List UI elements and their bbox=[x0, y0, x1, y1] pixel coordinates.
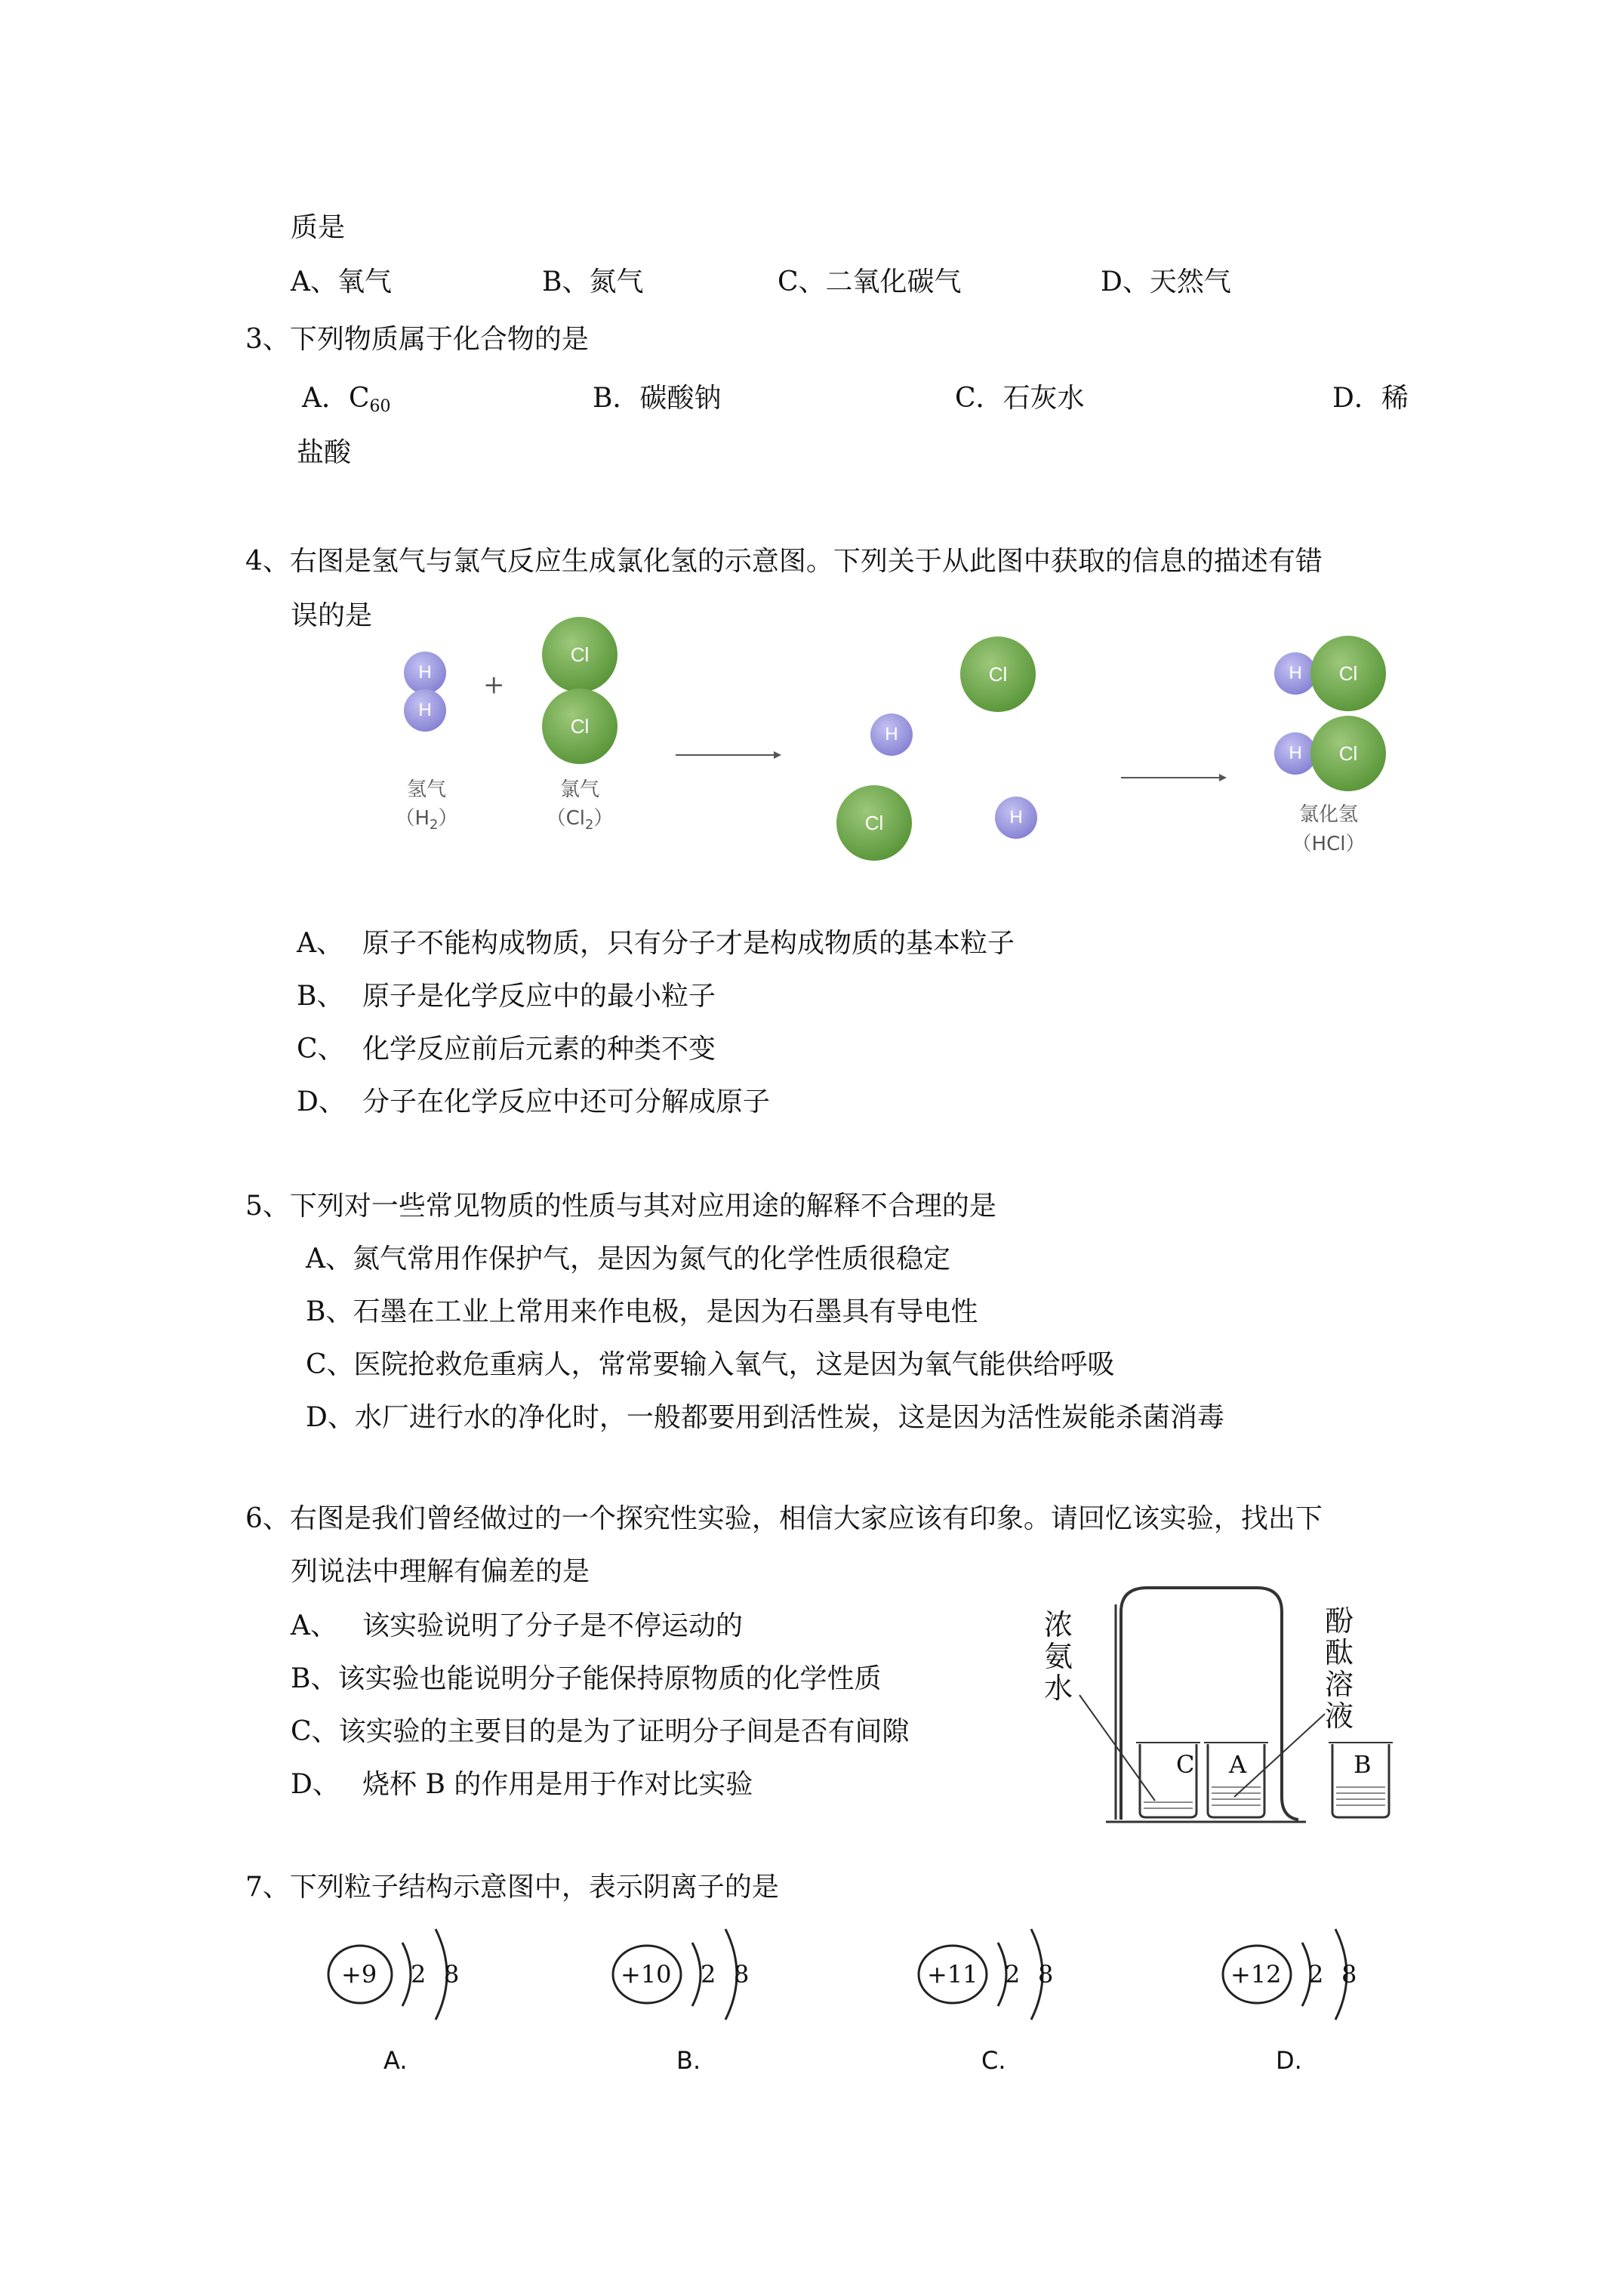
label-cl2-formula-main: （Cl bbox=[546, 807, 585, 830]
q6-stem-line1: 6、右图是我们曾经做过的一个探究性实验，相信大家应该有印象。请回忆该实验，找出下 bbox=[245, 1503, 1323, 1534]
ion-b-nucleus: +10 bbox=[621, 1960, 672, 1989]
arrow-icon bbox=[676, 747, 781, 763]
h-atom: H bbox=[870, 713, 913, 756]
q5-option-d: D、水厂进行水的净化时，一般都要用到活性炭，这是因为活性炭能杀菌消毒 bbox=[306, 1402, 1224, 1433]
q4-option-d-key: D、 bbox=[297, 1086, 346, 1117]
label-phenolphthalein-2: 酞 bbox=[1325, 1636, 1354, 1669]
q2-option-b: B、氮气 bbox=[542, 267, 644, 297]
label-concentrated-ammonia-2: 氨 bbox=[1044, 1640, 1073, 1673]
q2-stem-cont: 质是 bbox=[291, 212, 346, 243]
label-cl2-formula-close: ） bbox=[593, 807, 614, 830]
q4-option-a-key: A、 bbox=[297, 928, 343, 959]
ion-a-shell2: 8 bbox=[444, 1960, 460, 1989]
ion-b-label: B. bbox=[676, 2046, 701, 2075]
label-concentrated-ammonia-3: 水 bbox=[1044, 1672, 1073, 1705]
cl-atom: Cl bbox=[836, 785, 912, 861]
q4-option-c-text: 化学反应前后元素的种类不变 bbox=[362, 1034, 716, 1065]
label-hcl-name: 氯化氢 bbox=[1298, 803, 1358, 826]
h-atom: H bbox=[995, 797, 1037, 839]
arrow-icon bbox=[1121, 770, 1227, 785]
label-cl2-formula bbox=[534, 803, 625, 833]
h-atom: H bbox=[404, 652, 446, 694]
label-hcl-formula: （HCl） bbox=[1292, 833, 1366, 855]
ion-c-shell2: 8 bbox=[1038, 1960, 1054, 1989]
label-h2-formula-main: （H bbox=[395, 807, 430, 830]
q4-stem-line2: 误的是 bbox=[291, 600, 373, 631]
plus-sign: + bbox=[483, 670, 505, 700]
label-h2-formula-close: ） bbox=[438, 807, 458, 830]
q4-option-d-text: 分子在化学反应中还可分解成原子 bbox=[362, 1086, 771, 1117]
q6-option-b: B、该实验也能说明分子能保持原物质的化学性质 bbox=[291, 1663, 882, 1694]
q4-stem-line1: 4、右图是氢气与氯气反应生成氯化氢的示意图。下列关于从此图中获取的信息的描述有错 bbox=[245, 546, 1323, 577]
cl-atom: Cl bbox=[1310, 716, 1386, 791]
q3-option-b: B．碳酸钠 bbox=[593, 383, 722, 414]
q6-stem-line2: 列说法中理解有偏差的是 bbox=[291, 1556, 590, 1587]
h-atom: H bbox=[1274, 652, 1317, 695]
q6-option-a-key: A、 bbox=[291, 1610, 337, 1641]
h-atom: H bbox=[1274, 732, 1317, 775]
ion-c-shell1: 2 bbox=[1005, 1960, 1021, 1989]
q3-option-a-text: A．C bbox=[302, 383, 370, 414]
q2-option-c: C、二氧化碳气 bbox=[778, 267, 962, 297]
q6-option-d-text: 烧杯 B 的作用是用于作对比实验 bbox=[362, 1769, 753, 1800]
ion-a-label: A. bbox=[383, 2046, 408, 2075]
q2-option-d: D、天然气 bbox=[1101, 267, 1231, 297]
q6-option-c: C、该实验的主要目的是为了证明分子间是否有间隙 bbox=[291, 1716, 910, 1747]
beaker-diagram bbox=[1034, 1582, 1412, 1831]
q4-option-b-text: 原子是化学反应中的最小粒子 bbox=[362, 981, 716, 1012]
q3-option-c: C．石灰水 bbox=[955, 383, 1085, 414]
q3-option-a-subscript: 60 bbox=[369, 397, 391, 416]
q6-option-d-key: D、 bbox=[291, 1769, 340, 1800]
ion-d-shell1: 2 bbox=[1308, 1960, 1324, 1989]
label-phenolphthalein-3: 溶 bbox=[1325, 1668, 1354, 1701]
q3-stem: 3、下列物质属于化合物的是 bbox=[245, 324, 589, 355]
beaker-a-label: A bbox=[1229, 1750, 1247, 1779]
ion-d-label: D. bbox=[1276, 2046, 1302, 2075]
ion-b-shell1: 2 bbox=[701, 1960, 716, 1989]
label-cl2-formula-sub: 2 bbox=[584, 817, 594, 833]
ion-a-nucleus: +9 bbox=[341, 1960, 377, 1989]
cl-atom: Cl bbox=[960, 636, 1036, 712]
label-concentrated-ammonia-1: 浓 bbox=[1044, 1608, 1073, 1641]
beaker-b-label: B bbox=[1354, 1750, 1372, 1779]
label-phenolphthalein-4: 液 bbox=[1325, 1700, 1354, 1733]
q4-option-b-key: B、 bbox=[297, 981, 344, 1012]
q4-option-c-key: C、 bbox=[297, 1034, 345, 1065]
q7-stem: 7、下列粒子结构示意图中，表示阴离子的是 bbox=[245, 1872, 779, 1903]
cl-atom: Cl bbox=[542, 689, 617, 764]
label-h2-formula bbox=[385, 803, 468, 833]
cl-atom: Cl bbox=[1310, 636, 1386, 711]
h-atom: H bbox=[404, 689, 446, 732]
q5-option-b: B、石墨在工业上常用来作电极，是因为石墨具有导电性 bbox=[306, 1296, 978, 1327]
ion-b-shell2: 8 bbox=[734, 1960, 750, 1989]
beaker-c-label: C bbox=[1176, 1750, 1195, 1779]
q3-option-d: D．稀 bbox=[1332, 383, 1409, 414]
q5-option-c: C、医院抢救危重病人，常常要输入氧气，这是因为氧气能供给呼吸 bbox=[306, 1349, 1115, 1380]
q4-option-a-text: 原子不能构成物质，只有分子才是构成物质的基本粒子 bbox=[362, 928, 1015, 959]
q3-option-a bbox=[302, 382, 391, 424]
q2-option-a: A、氧气 bbox=[291, 267, 392, 297]
q5-stem: 5、下列对一些常见物质的性质与其对应用途的解释不合理的是 bbox=[245, 1191, 996, 1222]
q5-option-a: A、氮气常用作保护气，是因为氮气的化学性质很稳定 bbox=[306, 1244, 950, 1274]
label-cl2-name: 氯气 bbox=[559, 778, 599, 801]
ion-c-nucleus: +11 bbox=[927, 1960, 978, 1989]
label-h2-formula-sub: 2 bbox=[430, 817, 439, 833]
ion-d-nucleus: +12 bbox=[1230, 1960, 1282, 1989]
cl-atom: Cl bbox=[542, 617, 617, 692]
ion-d-shell2: 8 bbox=[1341, 1960, 1357, 1989]
label-h2-name: 氢气 bbox=[406, 778, 446, 801]
q6-option-a-text: 该实验说明了分子是不停运动的 bbox=[362, 1610, 744, 1641]
ion-c-label: C. bbox=[981, 2046, 1006, 2075]
q3-option-d-cont: 盐酸 bbox=[297, 437, 352, 468]
label-phenolphthalein-1: 酚 bbox=[1325, 1604, 1354, 1638]
ion-a-shell1: 2 bbox=[411, 1960, 427, 1989]
